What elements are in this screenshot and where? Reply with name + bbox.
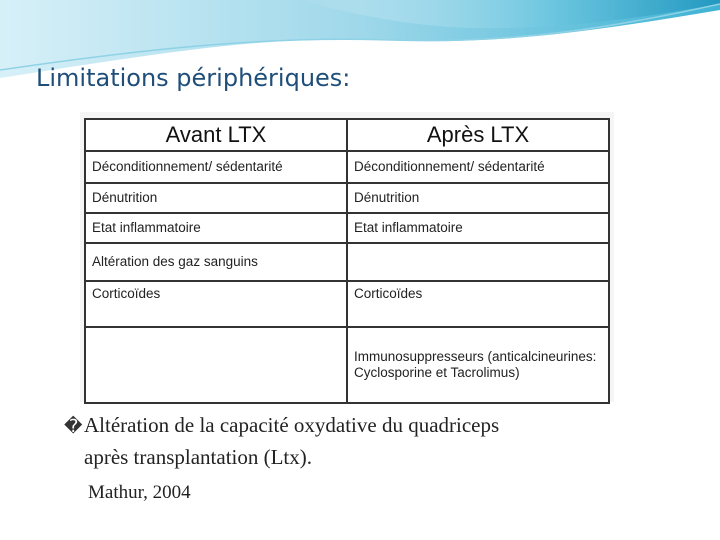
table-cell: Dénutrition — [347, 183, 609, 213]
table-cell: Etat inflammatoire — [347, 213, 609, 243]
table-row — [85, 213, 609, 243]
table-cell: Corticoïdes — [85, 281, 347, 327]
table-header-row — [85, 119, 609, 151]
table-row — [85, 243, 609, 281]
column-header-before: Avant LTX — [85, 119, 347, 151]
comparison-table — [84, 118, 610, 404]
bullet-point — [64, 410, 684, 472]
table-cell: Déconditionnement/ sédentarité — [347, 151, 609, 183]
bullet-icon: � — [64, 416, 83, 437]
table-cell — [85, 327, 347, 403]
table-row — [85, 281, 609, 327]
bullet-line-2: après transplantation (Ltx). — [84, 445, 313, 469]
table-cell: Déconditionnement/ sédentarité — [85, 151, 347, 183]
slide-title: Limitations périphériques: — [36, 64, 351, 92]
table-row — [85, 327, 609, 403]
table-cell: Dénutrition — [85, 183, 347, 213]
column-header-after: Après LTX — [347, 119, 609, 151]
table-row — [85, 183, 609, 213]
table-cell — [347, 243, 609, 281]
bullet-line-1: Altération de la capacité oxydative du quadriceps — [84, 413, 500, 437]
table-cell: Etat inflammatoire — [85, 213, 347, 243]
table-cell: Immunosuppresseurs (anticalcineurines: Cyclosporine et Tacrolimus) — [347, 327, 609, 403]
table-cell: Corticoïdes — [347, 281, 609, 327]
table-row — [85, 151, 609, 183]
table-cell: Altération des gaz sanguins — [85, 243, 347, 281]
citation: Mathur, 2004 — [88, 482, 191, 503]
